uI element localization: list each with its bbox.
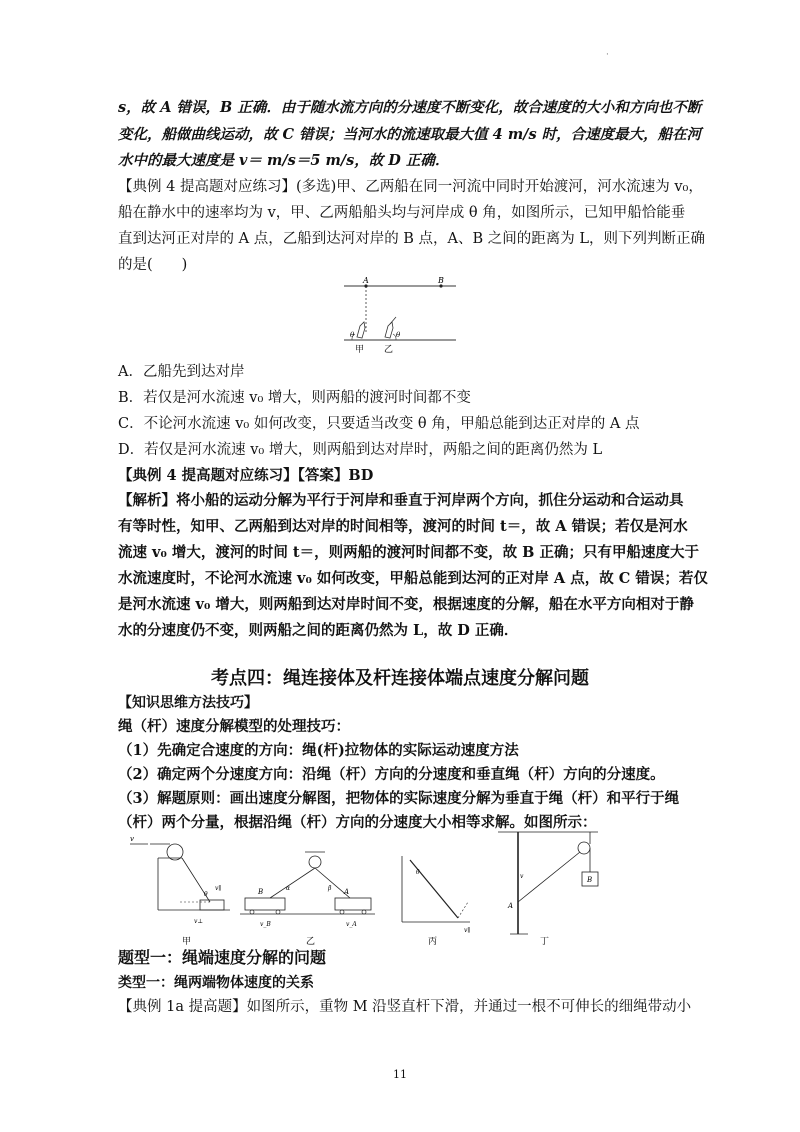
- tips-line-4: （杆）两个分量，根据沿绳（杆）方向的分速度大小相等求解。如图所示：: [118, 814, 597, 831]
- analysis-line-3: 流速 v₀ 增大，渡河的时间 t＝，则两船的渡河时间都不变，故 B 正确；只有甲船速度大于: [118, 544, 699, 561]
- type1-example-line: 【典例 1a 提高题】如图所示，重物 M 沿竖直杆下滑，并通过一根不可伸长的细绳带动小: [118, 999, 692, 1015]
- tips-line-2: （2）确定两个分速度方向：沿绳（杆）方向的分速度和垂直绳（杆）方向的分速度。: [118, 766, 665, 783]
- v2-label: v⊥: [194, 918, 204, 925]
- boat-yi-icon: [385, 322, 393, 338]
- example4-stem-line-2: 船在静水中的速率均为 v，甲、乙两船船头均与河岸成 θ 角，如图所示，已知甲船恰能垂: [118, 205, 686, 221]
- option-a: A．乙船先到达对岸: [118, 364, 245, 380]
- wheel-icon: [276, 910, 280, 914]
- example4-stem-line-1: 【典例 4 提高题对应练习】(多选)甲、乙两船在同一河流中同时开始渡河，河水流速为 v₀，: [118, 179, 703, 195]
- pulley-icon: [167, 844, 183, 860]
- prev-solution-line-1: s，故 A 错误，B 正确．由于随水流方向的分速度不断变化，故合速度的大小和方向也不断: [118, 99, 702, 116]
- label-yi: 乙: [384, 345, 394, 355]
- bing-label: 丙: [428, 937, 438, 946]
- answer-label: 【典例 4 提高题对应练习】【答案】BD: [118, 467, 374, 484]
- rope: [518, 852, 580, 902]
- type1-title: 题型一：绳端速度分解的问题: [118, 948, 327, 967]
- ding-label: 丁: [540, 937, 550, 946]
- wheel-icon: [362, 910, 366, 914]
- v1-label: v∥: [215, 885, 222, 892]
- b-label: B: [587, 876, 593, 884]
- cart-a-icon: [335, 898, 371, 910]
- label-b: B: [438, 276, 444, 285]
- yi-label: 乙: [306, 937, 316, 946]
- wheel-icon: [340, 910, 344, 914]
- vb-label: v_B: [260, 921, 271, 928]
- tips-line-1: （1）先确定合速度的方向：绳(杆)拉物体的实际运动速度方法: [118, 742, 519, 759]
- wheel-icon: [250, 910, 254, 914]
- rope-left: [270, 868, 315, 898]
- alpha-label: α: [286, 885, 291, 892]
- a-label: A: [508, 902, 514, 910]
- diagram-ding: [498, 832, 598, 946]
- va-label: v_A: [346, 921, 357, 928]
- option-b: B．若仅是河水流速 v₀ 增大，则两船的渡河时间都不变: [118, 390, 471, 406]
- analysis-line-6: 水的分速度仍不变，则两船之间的距离仍然为 L，故 D 正确．: [118, 622, 519, 639]
- analysis-line-2: 有等时性，知甲、乙两船到达对岸的时间相等，渡河的时间 t＝，故 A 错误；若仅是河水: [118, 518, 688, 535]
- diagram-bing: [402, 856, 470, 946]
- analysis-line-4: 水流速度时，不论河水流速 v₀ 如何改变，甲船总能到达河的正对岸 A 点，故 C 错误；若仅: [118, 570, 708, 587]
- analysis-line-5: 是河水流速 v₀ 增大，则两船到达对岸时间不变，根据速度的分解，船在水平方向相对于静: [118, 596, 694, 613]
- a-label: A: [344, 888, 350, 896]
- beta-label: β: [328, 885, 332, 892]
- v-label: v∥: [464, 927, 471, 934]
- boat-jia-icon: [357, 322, 365, 338]
- v-component: [458, 902, 468, 918]
- tips-line-0: 绳（杆）速度分解模型的处理技巧：: [118, 718, 350, 735]
- example4-stem-line-3: 直到达河正对岸的 A 点，乙船到达河对岸的 B 点，A、B 之间的距离为 L，则下列判断正确: [118, 231, 706, 247]
- tips-title: 【知识思维方法技巧】: [118, 695, 258, 711]
- river-crossing-figure: [340, 274, 460, 358]
- type1-subtitle: 类型一：绳两端物体速度的关系: [118, 975, 314, 991]
- cart-b-icon: [245, 898, 285, 910]
- label-jia: 甲: [355, 345, 365, 355]
- v-label: v: [130, 835, 134, 843]
- corner-mark: ·: [606, 50, 609, 60]
- theta-jia: θ: [350, 331, 355, 339]
- b-label: B: [258, 888, 264, 896]
- section-title: 考点四：绳连接体及杆连接体端点速度分解问题: [211, 668, 589, 689]
- page-number: 11: [393, 1068, 407, 1081]
- theta-yi: θ: [396, 331, 401, 339]
- prev-solution-line-3: 水中的最大速度是 v＝ m/s＝5 m/s，故 D 正确．: [118, 152, 450, 169]
- boat-icon: [200, 900, 224, 910]
- example4-stem-line-4: 的是( ): [118, 257, 188, 273]
- rope-models-figure: [120, 830, 620, 946]
- label-a: A: [363, 276, 369, 285]
- diagram-jia: [130, 835, 230, 946]
- jia-label: 甲: [182, 937, 192, 946]
- option-c: C．不论河水流速 v₀ 如何改变，只要适当改变 θ 角，甲船总能到达正对岸的 A 点: [118, 416, 640, 432]
- analysis-line-1: 【解析】将小船的运动分解为平行于河岸和垂直于河岸两个方向，抓住分运动和合运动具: [118, 492, 684, 509]
- diagram-yi: [240, 852, 375, 946]
- v-label: v: [520, 873, 524, 880]
- theta-label: θ: [204, 891, 208, 898]
- prev-solution-line-2: 变化，船做曲线运动，故 C 错误；当河水的流速取最大值 4 m/s 时，合速度最大，船在河: [118, 126, 702, 143]
- option-d: D．若仅是河水流速 v₀ 增大，则两船到达对岸时，两船之间的距离仍然为 L: [118, 442, 603, 458]
- pulley-icon: [309, 856, 321, 868]
- tips-line-3: （3）解题原则：画出速度分解图，把物体的实际速度分解为垂直于绳（杆）和平行于绳: [118, 790, 680, 807]
- theta-label: θ: [416, 869, 420, 876]
- boat-yi-velocity: [390, 317, 396, 324]
